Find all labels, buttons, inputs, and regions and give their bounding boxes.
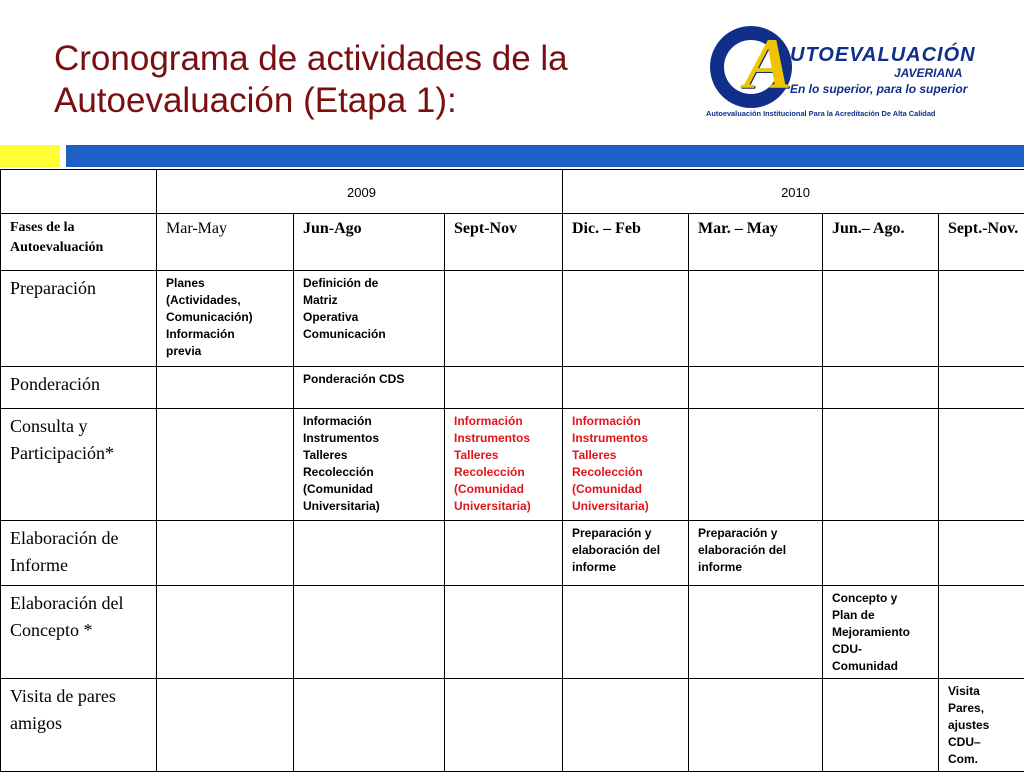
logo-letter: A [744,28,792,100]
activity-line: Preparación y [698,525,817,542]
activity-cell [689,409,823,521]
activity-line: Comunicación) [166,309,288,326]
activity-line: Definición de [303,275,439,292]
activity-line: Instrumentos [454,430,557,447]
decorative-band-blue [66,145,1024,167]
activity-cell [157,271,294,367]
activity-cell [157,586,294,679]
activity-cell [294,271,445,367]
activity-cell [689,586,823,679]
activity-line: Información [166,326,288,343]
period-header: Sept.-Nov. [939,214,1024,271]
activity-line: CDU- [832,641,933,658]
activity-cell [563,367,689,409]
activity-cell [939,367,1024,409]
activity-line: (Comunidad [454,481,557,498]
phase-row [1,409,1024,521]
activity-line: CDU– [948,734,1019,751]
activity-cell [563,679,689,772]
phase-row [1,521,1024,586]
period-header: Sept-Nov [445,214,563,271]
activity-cell [563,586,689,679]
activity-line: Universitaria) [454,498,557,515]
activity-line: Ponderación CDS [303,371,439,388]
slide-title-line-1: Cronograma de actividades de la [54,38,568,80]
autoevaluacion-logo [706,22,998,124]
period-header: Jun.– Ago. [823,214,939,271]
activity-line: (Comunidad [303,481,439,498]
activity-cell [939,586,1024,679]
activity-cell [939,409,1024,521]
activity-line: Concepto y [832,590,933,607]
activity-line: Recolección [572,464,683,481]
activity-cell [445,367,563,409]
activity-line: Comunidad [832,658,933,675]
activity-cell [445,409,563,521]
activity-cell [294,586,445,679]
phase-name: Preparación [1,271,157,367]
activity-line: Mejoramiento [832,624,933,641]
activity-line: Operativa [303,309,439,326]
period-header: Jun-Ago [294,214,445,271]
activity-line: Información [454,413,557,430]
period-header: Dic. – Feb [563,214,689,271]
activity-line: Recolección [303,464,439,481]
phase-name: Elaboración de Informe [1,521,157,586]
empty-corner-cell [1,170,157,214]
activity-cell [689,521,823,586]
activity-line: Instrumentos [572,430,683,447]
activity-line: Instrumentos [303,430,439,447]
activity-line: Talleres [572,447,683,464]
activity-cell [157,409,294,521]
activity-line: ajustes [948,717,1019,734]
phase-name: Ponderación [1,367,157,409]
activity-cell [445,586,563,679]
activity-cell [823,679,939,772]
year-header-row [1,170,1024,214]
activity-cell [294,679,445,772]
activity-line: Talleres [454,447,557,464]
year-2009: 2009 [157,170,563,214]
activity-cell [294,521,445,586]
activity-line: Preparación y [572,525,683,542]
activity-line: Matriz [303,292,439,309]
activity-line: Información [303,413,439,430]
period-header-row [1,214,1024,271]
activity-cell [823,271,939,367]
activity-line: elaboración del [572,542,683,559]
logo-caption: Autoevaluación Institucional Para la Acreditación De Alta Calidad [706,109,935,118]
year-2010: 2010 [563,170,1024,214]
phase-row [1,367,1024,409]
period-header: Mar. – May [689,214,823,271]
activity-cell [157,367,294,409]
activity-cell [445,521,563,586]
activity-line: Planes [166,275,288,292]
activity-cell [157,679,294,772]
activity-line: Universitaria) [572,498,683,515]
activity-cell [294,409,445,521]
activity-cell [294,367,445,409]
period-header: Mar-May [157,214,294,271]
phase-name: Elaboración del Concepto * [1,586,157,679]
activity-line: (Comunidad [572,481,683,498]
activity-cell [823,409,939,521]
decorative-band-yellow [0,145,60,167]
activity-cell [563,271,689,367]
activity-cell [689,367,823,409]
activity-line: Visita [948,683,1019,700]
activity-cell [563,521,689,586]
activity-cell [823,367,939,409]
phase-row [1,271,1024,367]
schedule-table [0,169,1024,772]
activity-cell [939,271,1024,367]
activity-line: Comunicación [303,326,439,343]
slide-title-line-2: Autoevaluación (Etapa 1): [54,80,568,122]
activity-cell [823,521,939,586]
activity-cell [689,679,823,772]
phase-column-header: Fases de la Autoevaluación [1,214,157,271]
phase-row [1,679,1024,772]
activity-line: Com. [948,751,1019,768]
activity-line: (Actividades, [166,292,288,309]
activity-line: previa [166,343,288,360]
activity-line: Información [572,413,683,430]
logo-tagline: En lo superior, para lo superior [790,82,967,96]
activity-cell [939,521,1024,586]
activity-cell [823,586,939,679]
activity-line: Pares, [948,700,1019,717]
activity-cell [445,271,563,367]
phase-row [1,586,1024,679]
activity-cell [445,679,563,772]
activity-line: informe [572,559,683,576]
activity-cell [563,409,689,521]
logo-word: UTOEVALUACIÓN [790,44,976,67]
phase-name: Consulta y Participación* [1,409,157,521]
activity-cell [689,271,823,367]
activity-line: elaboración del [698,542,817,559]
activity-line: informe [698,559,817,576]
activity-cell [157,521,294,586]
activity-line: Recolección [454,464,557,481]
activity-line: Talleres [303,447,439,464]
activity-line: Universitaria) [303,498,439,515]
phase-name: Visita de pares amigos [1,679,157,772]
logo-subtitle: JAVERIANA [894,66,962,80]
activity-cell [939,679,1024,772]
slide-title [54,38,568,122]
activity-line: Plan de [832,607,933,624]
